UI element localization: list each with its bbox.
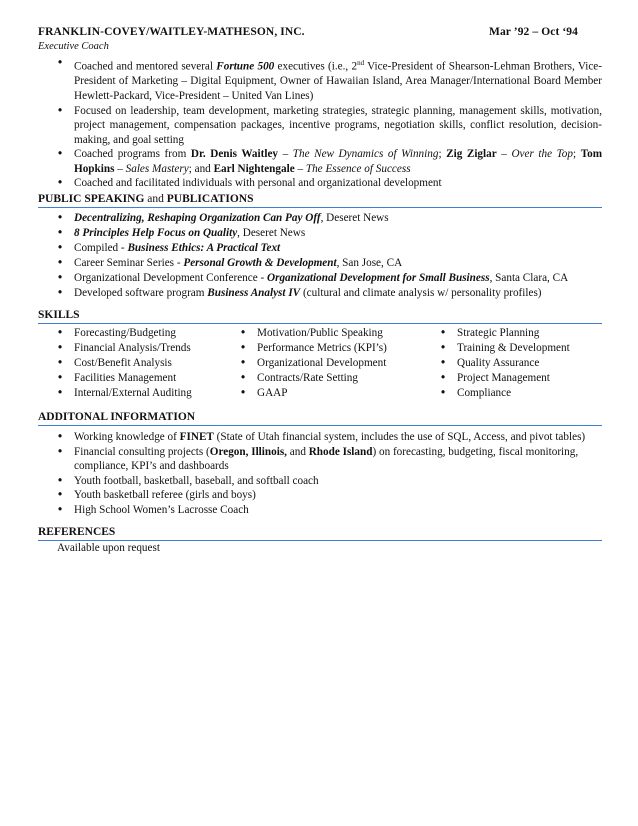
skill-label: Forecasting/Budgeting — [74, 327, 176, 339]
bullet-icon: • — [56, 255, 64, 269]
text-run: Career Seminar Series - — [74, 256, 184, 269]
bullet-icon: • — [56, 211, 64, 224]
text-run: Youth football, basketball, baseball, and softball coach — [74, 474, 319, 487]
bullet-icon: • — [439, 326, 447, 339]
text-run: Tom Hopkins — [74, 148, 603, 175]
company-name: FRANKLIN-COVEY/WAITLEY-MATHESON, INC. — [38, 26, 305, 38]
section-title-and: and — [144, 193, 167, 205]
text-run: High School Women’s Lacrosse Coach — [74, 503, 249, 516]
text-run: , Deseret News — [320, 212, 389, 224]
text-run: , San Jose, CA — [336, 256, 403, 269]
text-run: Coached and facilitated individuals with personal and organizational development — [74, 177, 442, 190]
text-run: Personal Growth & Development — [183, 256, 337, 269]
list-item — [55, 56, 602, 104]
job-bullet-list — [55, 56, 602, 191]
publications-list — [55, 211, 602, 300]
skill-label: Strategic Planning — [457, 327, 540, 339]
skill-item — [55, 371, 192, 386]
bullet-icon: • — [56, 430, 64, 443]
section-title-second: PUBLICATIONS — [166, 193, 254, 205]
skill-item — [238, 386, 387, 401]
bullet-icon: • — [56, 385, 64, 399]
skill-label: Compliance — [457, 386, 512, 399]
bullet-icon: • — [56, 147, 64, 161]
list-item — [55, 430, 602, 445]
section-title-public-speaking — [38, 192, 602, 208]
skill-label: Project Management — [457, 371, 550, 384]
skill-item — [238, 356, 387, 371]
text-run: Organizational Development Conference - — [74, 271, 268, 284]
text-run: Working knowledge of — [74, 431, 180, 443]
text-run: (cultural and climate analysis w/ personality profiles) — [300, 286, 542, 299]
text-run: ) on forecasting, budgeting, fiscal monitoring, compliance, KPI’s and dashboards — [74, 445, 579, 473]
text-run: Zig Ziglar — [446, 148, 497, 161]
text-run: Earl Nightengale — [213, 162, 295, 175]
job-title: Executive Coach — [38, 41, 109, 52]
list-item — [55, 147, 602, 176]
section-title-additional: ADDITONAL INFORMATION — [38, 410, 602, 426]
list-item — [55, 503, 602, 518]
text-run: FINET — [179, 431, 214, 443]
bullet-icon: • — [239, 370, 247, 384]
text-run: Coached and mentored several — [74, 60, 217, 73]
skills-list-1 — [55, 326, 192, 401]
skill-label: Cost/Benefit Analysis — [74, 356, 172, 369]
bullet-icon: • — [56, 473, 64, 487]
bullet-icon: • — [239, 385, 247, 399]
bullet-icon: • — [56, 176, 64, 190]
skills-column-1 — [55, 326, 192, 401]
bullet-icon: • — [56, 56, 64, 69]
list-item — [55, 271, 602, 286]
skill-item — [438, 356, 570, 371]
section-title-skills: SKILLS — [38, 308, 602, 324]
text-run: Vice-President of Shearson-Lehman Brothers, Vice-President of Marketing – Digital Equipment, Owner of Hawaiian Island, Area Manager/International Board Member Hewlett-Packard, Vice-President – United Van Lines) — [74, 60, 602, 102]
text-run: ; — [573, 148, 581, 161]
bullet-icon: • — [56, 270, 64, 284]
section-title-references: REFERENCES — [38, 525, 602, 541]
skill-label: GAAP — [257, 386, 288, 399]
text-run: Organizational Development for Small Business — [267, 271, 490, 284]
text-run: Developed software program — [74, 286, 208, 299]
skill-label: Contracts/Rate Setting — [257, 371, 358, 384]
section-title-main: PUBLIC SPEAKING — [38, 193, 145, 205]
bullet-icon: • — [239, 340, 247, 354]
text-run: The Essence of Success — [305, 162, 411, 175]
bullet-icon: • — [56, 340, 64, 354]
skills-list-3 — [438, 326, 570, 401]
bullet-icon: • — [239, 355, 247, 369]
bullet-icon: • — [239, 326, 247, 339]
skill-label: Internal/External Auditing — [74, 386, 192, 399]
text-run: Sales Mastery — [125, 162, 189, 175]
skill-label: Training & Development — [457, 341, 570, 354]
skill-label: Motivation/Public Speaking — [257, 327, 383, 339]
list-item — [55, 226, 602, 241]
bullet-icon: • — [56, 103, 64, 117]
employment-dates: Mar ’92 – Oct ‘94 — [489, 26, 578, 38]
references-text: Available upon request — [57, 542, 160, 554]
bullet-icon: • — [439, 385, 447, 399]
skill-item — [438, 386, 570, 401]
text-run: Youth basketball referee (girls and boys) — [74, 489, 256, 502]
text-run: – — [294, 162, 306, 175]
skill-label: Organizational Development — [257, 356, 387, 369]
skill-item — [438, 326, 570, 341]
list-item — [55, 256, 602, 271]
skill-label: Performance Metrics (KPI’s) — [257, 341, 387, 354]
bullet-icon: • — [439, 340, 447, 354]
text-run: The New Dynamics of Winning — [292, 148, 439, 161]
text-run: Focused on leadership, team development, marketing strategies, strategic planning, management skills, motivation, project management, compensation packages, incentive programs, negotiation skills, conflict resolution, decision-making, and goal setting — [74, 104, 602, 146]
list-item — [55, 211, 602, 226]
skill-item — [55, 386, 192, 401]
text-run: Business Analyst IV — [207, 286, 301, 299]
bullet-icon: • — [56, 225, 64, 239]
skill-label: Financial Analysis/Trends — [74, 341, 191, 354]
text-run: Coached programs from — [74, 148, 191, 161]
skill-item — [238, 341, 387, 356]
skill-label: Facilities Management — [74, 371, 177, 384]
text-run: – — [278, 148, 293, 161]
text-run: – — [114, 162, 126, 175]
text-run: ; — [438, 148, 447, 161]
text-run: 8 Principles Help Focus on Quality — [74, 226, 238, 239]
text-run: (State of Utah financial system, includes the use of SQL, Access, and pivot tables) — [213, 431, 586, 443]
text-run: nd — [357, 59, 365, 67]
text-run: – — [496, 148, 512, 161]
bullet-icon: • — [56, 355, 64, 369]
text-run: Oregon, Illinois, — [209, 445, 287, 458]
list-item — [55, 241, 602, 256]
job-header — [38, 26, 578, 41]
text-run: Business Ethics: A Practical Text — [127, 241, 281, 254]
bullet-icon: • — [56, 240, 64, 254]
text-run: Dr. Denis Waitley — [190, 148, 279, 161]
skill-item — [438, 371, 570, 386]
list-item — [55, 445, 602, 474]
skill-item — [438, 341, 570, 356]
bullet-icon: • — [439, 370, 447, 384]
bullet-icon: • — [56, 444, 64, 458]
skills-column-3 — [438, 326, 570, 401]
text-run: , Santa Clara, CA — [489, 271, 569, 284]
bullet-icon: • — [439, 355, 447, 369]
list-item — [55, 286, 602, 301]
skill-label: Quality Assurance — [457, 356, 540, 369]
list-item — [55, 474, 602, 489]
skill-item — [238, 326, 387, 341]
additional-info-list — [55, 430, 602, 518]
skills-list-2 — [238, 326, 387, 401]
text-run: Financial consulting projects ( — [74, 445, 210, 458]
skills-column-2 — [238, 326, 387, 401]
skill-item — [55, 326, 192, 341]
text-run: executives (i.e., 2 — [274, 60, 358, 73]
text-run: Compiled - — [74, 241, 128, 254]
bullet-icon: • — [56, 370, 64, 384]
bullet-icon: • — [56, 326, 64, 339]
skill-item — [55, 356, 192, 371]
text-run: ; and — [188, 162, 214, 175]
list-item — [55, 176, 602, 191]
bullet-icon: • — [56, 285, 64, 299]
skill-item — [238, 371, 387, 386]
text-run: , Deseret News — [237, 226, 306, 239]
list-item — [55, 488, 602, 503]
text-run: Over the Top — [511, 148, 573, 161]
text-run: Rhode Island — [308, 445, 373, 458]
bullet-icon: • — [56, 488, 64, 502]
text-run: Decentralizing, Reshaping Organization Can Pay Off — [74, 212, 321, 224]
bullet-icon: • — [56, 502, 64, 516]
text-run: and — [286, 445, 309, 458]
skill-item — [55, 341, 192, 356]
list-item — [55, 104, 602, 148]
text-run: Fortune 500 — [216, 60, 275, 73]
